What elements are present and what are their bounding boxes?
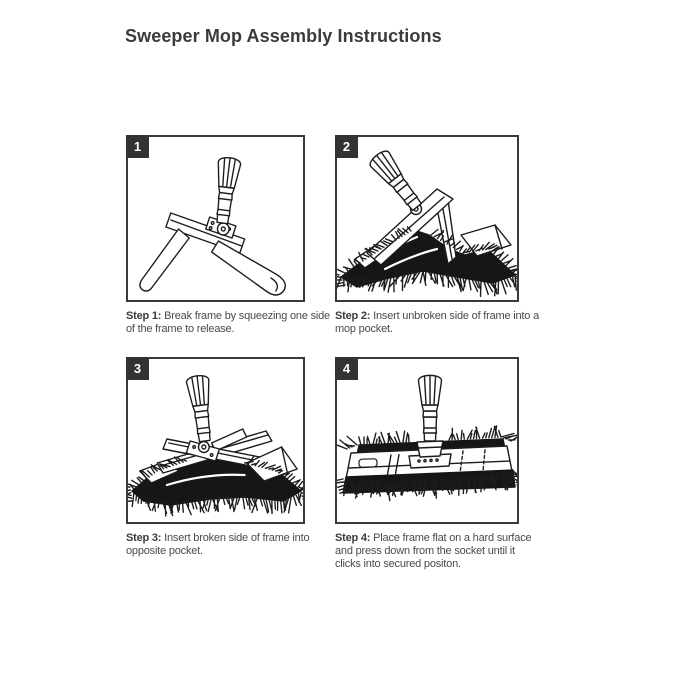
step-4-illustration-frame (335, 357, 519, 524)
step-4-illustration (337, 359, 517, 522)
step-number-badge: 1 (126, 135, 149, 158)
step-label: Step 3: (126, 532, 162, 544)
step-text: Place frame flat on a hard surface and press down from the socket until it clicks into secured positon. (335, 532, 532, 570)
step-panel-3 (126, 357, 310, 571)
step-panel-4 (335, 357, 532, 571)
step-number-badge: 4 (335, 357, 358, 380)
step-panel-1 (126, 135, 330, 336)
step-number-badge: 2 (335, 135, 358, 158)
step-caption (335, 532, 541, 571)
step-3-illustration-frame (126, 357, 305, 524)
step-text: Insert broken side of frame into opposite pocket. (126, 532, 310, 557)
page-title: Sweeper Mop Assembly Instructions (125, 26, 442, 46)
step-caption (126, 310, 332, 336)
step-3-illustration (128, 359, 303, 522)
steps-grid (126, 135, 539, 571)
step-caption (335, 310, 541, 336)
step-text: Break frame by squeezing one side of the frame to release. (126, 310, 330, 335)
step-2-illustration (337, 137, 517, 300)
step-1-illustration-frame (126, 135, 305, 302)
step-caption (126, 532, 332, 558)
step-number-badge: 3 (126, 357, 149, 380)
step-label: Step 4: (335, 532, 371, 544)
step-text: Insert unbroken side of frame into a mop pocket. (335, 310, 539, 335)
step-label: Step 2: (335, 310, 371, 322)
step-2-illustration-frame (335, 135, 519, 302)
step-1-illustration (128, 137, 303, 300)
step-panel-2 (335, 135, 539, 336)
step-label: Step 1: (126, 310, 162, 322)
